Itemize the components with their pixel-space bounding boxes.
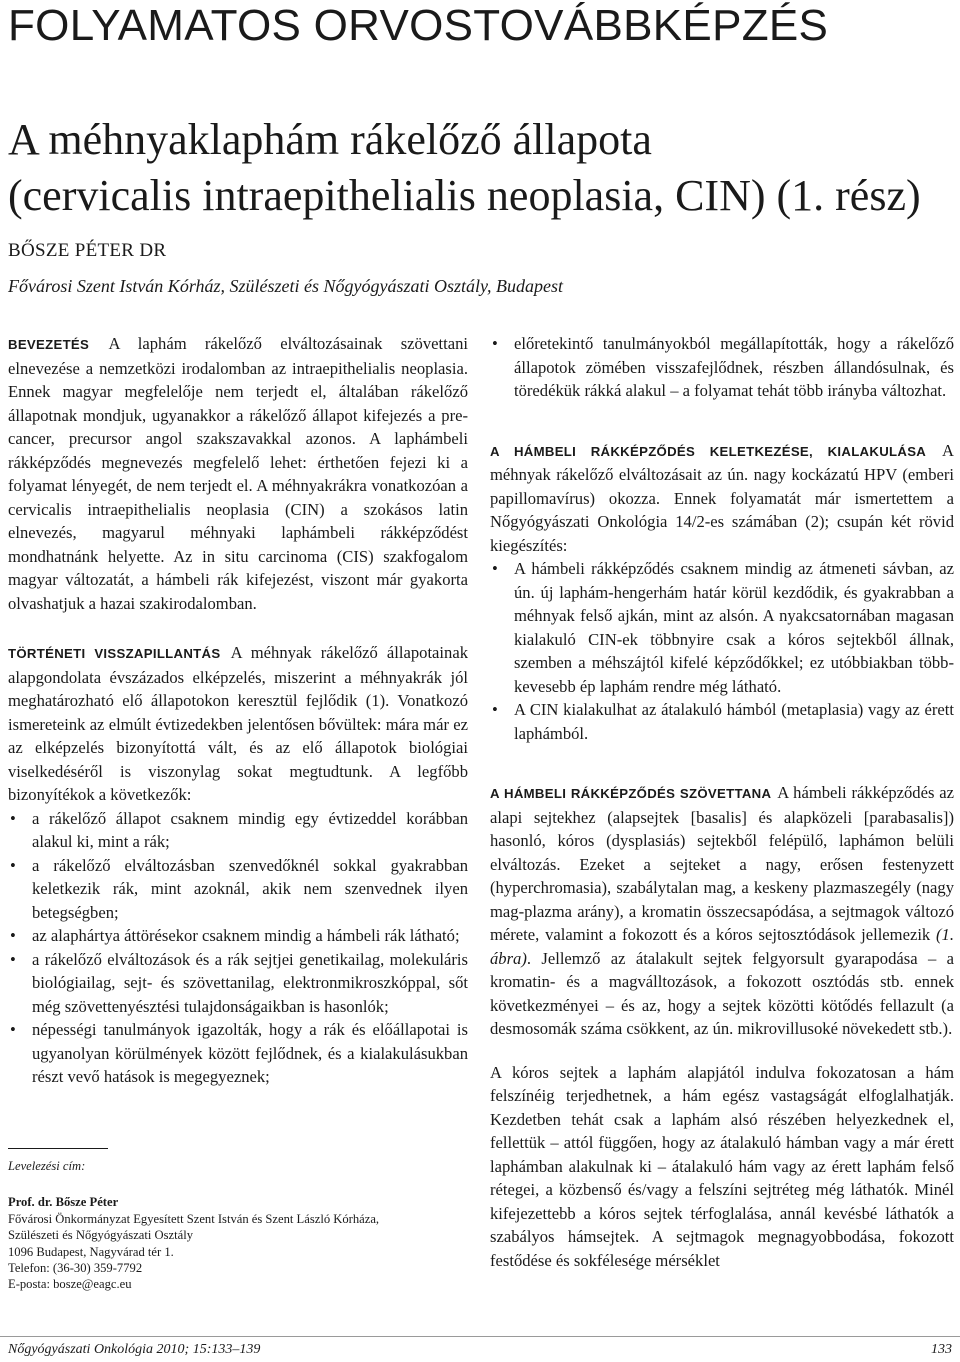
figure-reference: (1. ábra) — [490, 925, 954, 968]
origin-list — [490, 557, 954, 745]
intro-paragraph — [8, 332, 468, 615]
histology-heading: A HÁMBELI RÁKKÉPZŐDÉS SZÖVETTANA — [490, 786, 772, 801]
correspondence-label: Levelezési cím: — [8, 1159, 86, 1173]
author-affiliation: Fővárosi Szent István Kórház, Szülészeti és Nőgyógyászati Osztály, Budapest — [8, 276, 563, 296]
list-item: • előretekintő tanulmányokból megállapították, hogy a rákelőző állapotok zömében visszafejlődnek, részben állandósulnak, és töredékük rákká alakul – a folyamat tehát több irányba változhat. — [492, 334, 954, 400]
intro-heading: BEVEZETÉS — [8, 337, 90, 352]
correspondence-phone: Telefon: (36-30) 359-7792 — [8, 1261, 143, 1276]
list-item: • a rákelőző állapot csaknem mindig egy évtizeddel korábban alakul ki, mint a rák; — [10, 808, 468, 851]
history-heading: TÖRTÉNETI VISSZAPILLANTÁS — [8, 646, 221, 661]
evidence-list — [8, 807, 468, 1089]
author-name: BŐSZE PÉTER DR — [8, 240, 167, 261]
right-column — [490, 332, 954, 1272]
origin-text: A méhnyak rákelőző elváltozásait az ún. nagy kockázatú HPV (emberi papillomavírus) okozza. Ennek folyamatát már ismertettem a Nőgyógyászati Onkológia 14/2-es számában (2); csupán két rövid kiegészítés: — [490, 440, 954, 555]
histology-paragraph: A HÁMBELI RÁKKÉPZŐDÉS SZÖVETTANA A hámbeli rákképződés az alapi sejtekhez (alapsejtek [basalis] és alapközeli [parabasalis]) hasonló, kóros (dysplasiás) sejtekből felépülő, laphámon belüli elváltozás. Ezeket a sejteket a nagy, erősen festenyzett (hyperchromasia), szabálytalan mag, a keskeny plazmaszegély (nagy mag-plazma arány), a kromatin összecsapódása, a sejtmagok változó mérete, valamint a fokozott és a kóros sejtosztódások jellemezik (1. ábra). Jellemző az átalakult sejtek felgyorsult gyarapodása – a kromatin- és a magválltozások, a fokozott osztódás stb. ennek következményei – és az, hogy a sejtek közötti kötődés fellazult (a desmosomák száma csökkent, az ún. mikrovillusoké növekedett stb.). — [490, 783, 954, 1038]
footer-citation: Nőgyógyászati Onkológia 2010; 15:133–139 — [8, 1342, 261, 1357]
footer-divider — [0, 1336, 960, 1337]
list-item: • a rákelőző elváltozások és a rák sejtjei genetikailag, molekuláris biológiailag, sejt- és szövettanilag, elektronmikroszkóppal, sőt még szövettenyésztési tulajdonságaikban is hasonlók; — [10, 949, 468, 1016]
list-item: • a rákelőző elváltozásban szenvedőknél sokkal gyakrabban keletkezik rák, mint azoknál, akik nem szenvednek ilyen betegségben; — [10, 855, 468, 922]
list-item: • népességi tanulmányok igazolták, hogy a rák és előállapotai is ugyanolyan körülmények között fejlődnek, és a kialakulásukban részt vevő hatások is megegyeznek; — [10, 1020, 468, 1086]
intro-text: A laphám rákelőző elváltozásainak szövettani elnevezése a nemzetközi irodalomban az intraepithelialis neoplasia. Ennek magyar megfelelője nem terjedt el, általában rákelőző állapotnak mondjuk, ugyanakkor a rákelőző állapot kifejezés a pre-cancer, precursor angol szakszavakkal azonos. A laphámbeli rákképződés megnevezés megfelelő lehet: érthetően fejezi ki a folyamat lényegét, de nem terjedt el. A méhnyakrákra vonatkozóan a cervicalis intraepithelialis neoplasia (CIN) a szokásos latin elnevezés, magyarul méhnyaki laphámbeli rákképződést mondhatnánk helyette. Az in situ carcinoma (CIS) szakfogalom magyar változatát, a hámbeli rák kifejezést, viszont már gyakorta olvashatjuk a hazai szakirodalomban. — [8, 334, 468, 613]
article-title — [8, 112, 948, 224]
history-paragraph — [8, 641, 468, 807]
histology-paragraph-2: A kóros sejtek a laphám alapjától indulva fokozatosan a hám felszínéig terjedhetnek, a hám egész vastagságát elfoglalhatják. Kezdetben tehát csak a laphám alsó részében helyezkednek el, fellettük – attól függően, hogy az átalakuló hámban vagy a már érett laphámban alakulnak ki – átalakuló hám vagy az érett laphám felső rétegei, a közbenső és/vagy a felszíni sejtréteg még láthatók. Minél kifejezettebb a kóros sejtek térfoglalása, annál kevésbé láthatók a szabályos hámsejtek. A sejtmagok megnagyobbodása, fokozott festődése és sokfélesége mérséklet — [490, 1062, 954, 1270]
article-title-line-1: A méhnyaklaphám rákelőző állapota — [8, 115, 652, 164]
correspondence-divider — [8, 1148, 108, 1149]
list-item: • A CIN kialakulhat az átalakuló hámból (metaplasia) vagy az érett laphámból. — [492, 700, 954, 743]
origin-heading: A HÁMBELI RÁKKÉPZŐDÉS KELETKEZÉSE, KIALAKULÁSA — [490, 443, 927, 459]
correspondence-institution: Fővárosi Önkormányzat Egyesített Szent István és Szent László Kórháza, — [8, 1211, 380, 1226]
correspondence-address: 1096 Budapest, Nagyvárad tér 1. — [8, 1244, 174, 1259]
correspondence-email: E-posta: bosze@eagc.eu — [8, 1277, 132, 1292]
correspondence-name: Prof. dr. Bősze Péter — [8, 1195, 119, 1210]
article-title-line-2: (cervicalis intraepithelialis neoplasia, CIN) (1. rész) — [8, 171, 921, 220]
left-column — [8, 332, 468, 1089]
continued-list — [490, 332, 954, 403]
origin-paragraph — [490, 439, 954, 558]
series-title: FOLYAMATOS ORVOSTOVÁBBKÉPZÉS — [8, 1, 829, 50]
history-text: A méhnyak rákelőző állapotainak alapgondolata évszázados elképzelés, miszerint a méhnyakrák jól meghatározható elő állapotokon keresztül fejlődik (1). Vonatkozó ismereteink az elmúlt évtizedekben jelentősen bővültek: mára már ez az elképzelés bizonyítottá vált, és az elő állapotok biológiai viselkedéséről is viszonylag sokat megtudtunk. A legfőbb bizonyítékok a következők: — [8, 643, 468, 804]
list-item: • A hámbeli rákképződés csaknem mindig az átmeneti sávban, az ún. új laphám-hengerhám határ körül kezdődik, és gyakrabban a méhnyak felső ajkán, mint az alsón. A nyakcsatornában magasan kialakuló CIN-ek többnyire csak a kóros sejtekből állnak, szemben a méhszájtól kifelé képződőkkel; ez utóbbiakban több-kevesebb ép laphám rendre még látható. — [492, 559, 954, 696]
correspondence-block — [8, 1158, 478, 1293]
correspondence-department: Szülészeti és Nőgyógyászati Osztály — [8, 1228, 194, 1243]
list-item: • az alaphártya áttörésekor csaknem mindig a hámbeli rák látható; — [10, 926, 460, 945]
page-number: 133 — [931, 1342, 952, 1357]
